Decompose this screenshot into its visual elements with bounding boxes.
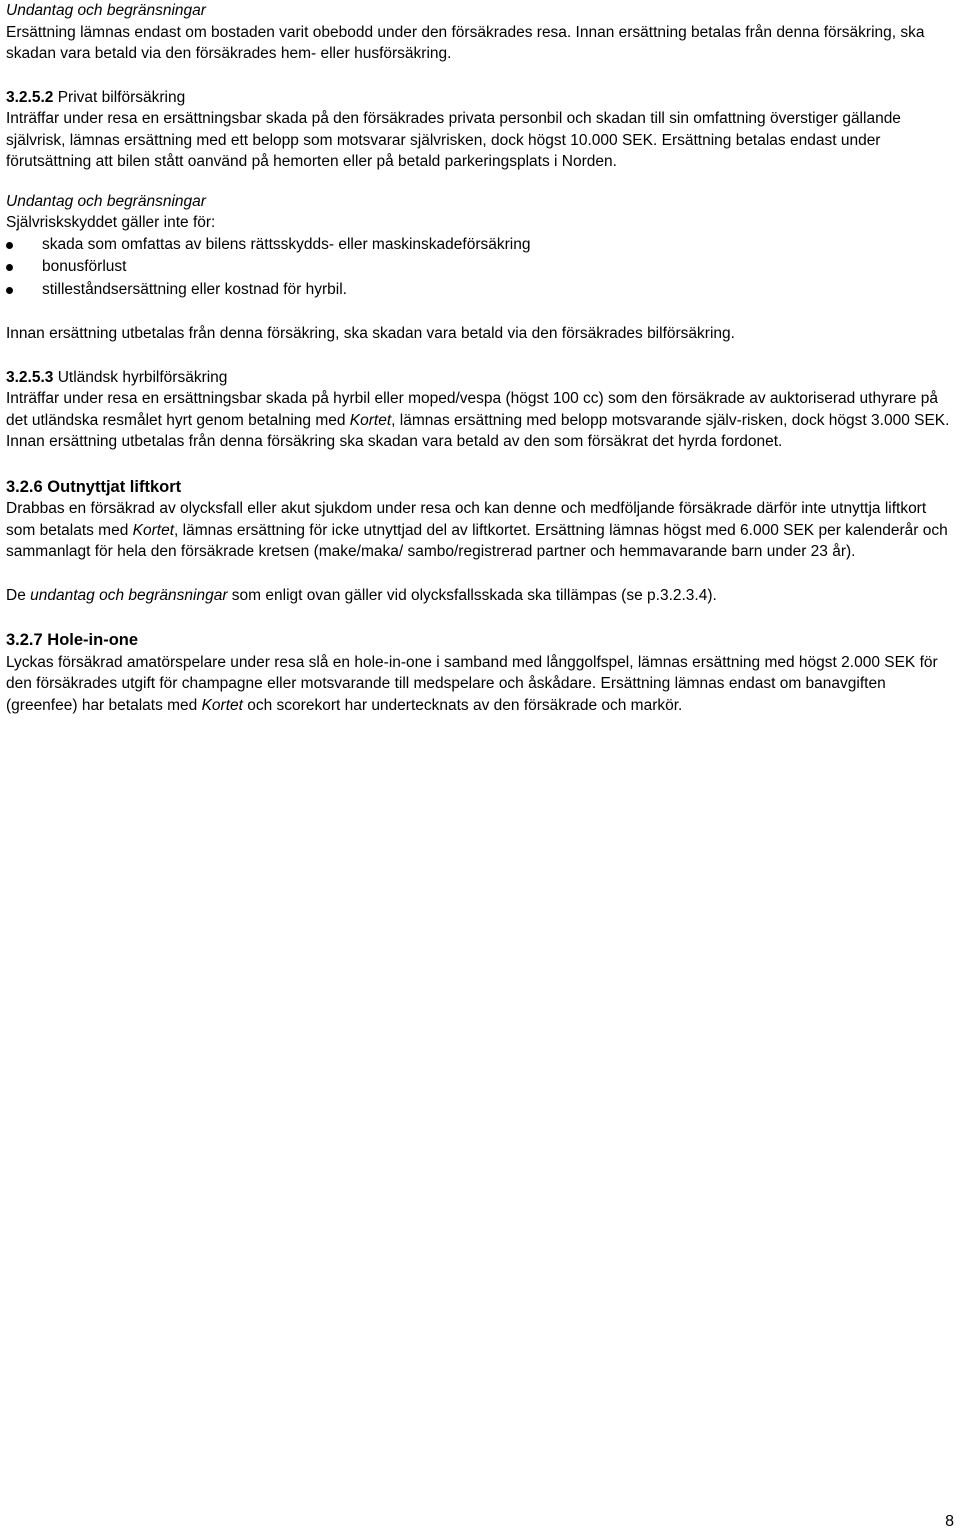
section-326-note: De undantag och begränsningar som enligt ovan gäller vid olycksfallsskada ska tillämpas (se p.3.2.3.4). <box>6 586 717 604</box>
exceptions-list <box>6 234 954 302</box>
section-3252-text: Inträffar under resa en ersättningsbar skada på den försäkrades privata personbil och skadan till sin omfattning överstiger gällande självrisk, lämnas ersättning med ett belopp som motsvarar självrisken, dock högst 10.000 SEK. Ersättning betalas endast under förutsättning att bilen stått oanvänd på hemorten eller på betald parkeringsplats i Norden. <box>6 110 901 170</box>
section-3252-title: Privat bilförsäkring <box>57 88 186 106</box>
section-327-text: Lyckas försäkrad amatörspelare under resa slå en hole-in-one i samband med långgolfspel, lämnas ersättning med högst 2.000 SEK för den försäkrades utgift för champagne eller motsvarande till medspelare och åskådare. Ersättning lämnas endast om banavgiften (greenfee) har betalats med Kortet och scorekort har undertecknats av den försäkrade och markör. <box>6 653 938 714</box>
section-326-number: 3.2.6 <box>6 477 43 496</box>
section-327-number: 3.2.7 <box>6 631 43 649</box>
section-3252-exceptions-intro: Självriskskyddet gäller inte för: <box>6 214 216 231</box>
bullet-icon <box>6 242 13 249</box>
section-3253-title: Utländsk hyrbilförsäkring <box>57 368 228 386</box>
section-326-text: Drabbas en försäkrad av olycksfall eller akut sjukdom under resa och kan denne och medföljande försäkrade därför inte utnyttja liftkort som betalats med Kortet, lämnas ersättning för icke utnyttjad del av liftkortet. Ersättning lämnas högst med 6.000 SEK per kalenderår och sammanlagt för hela den försäkrade kretsen (make/maka/ sambo/registrerad partner och hemmavarande barn under 23 år). <box>6 500 948 560</box>
section-326-heading <box>6 477 954 499</box>
bullet-icon <box>6 264 13 271</box>
bullet-icon <box>6 287 13 294</box>
section-326-title: Outnyttjat liftkort <box>47 477 182 496</box>
section-3253-number: 3.2.5.3 <box>6 368 54 386</box>
list-item: bonusförlust <box>6 256 954 279</box>
document-body <box>6 0 954 716</box>
intro-text: Ersättning lämnas endast om bostaden varit obebodd under den försäkrades resa. Innan ersättning betalas från denna försäkring, ska skadan vara betald via den försäkrades hem- eller husförsäkring. <box>6 23 925 62</box>
section-3252-heading <box>6 87 954 109</box>
list-item: skada som omfattas av bilens rättsskydds- eller maskinskadeförsäkring <box>6 234 954 257</box>
section-3253-text: Inträffar under resa en ersättningsbar skada på hyrbil eller moped/vespa (högst 100 cc) som den försäkrade av auktoriserad uthyrare på det utländska resmålet hyrt genom betalning med Kortet, lämnas ersättning med belopp motsvarande själv-risken, dock högst 3.000 SEK. Innan ersättning utbetalas från denna försäkring ska skadan vara betald av den som försäkrat det hyrda fordonet. <box>6 390 950 450</box>
section-3252-after: Innan ersättning utbetalas från denna försäkring, ska skadan vara betald via den försäkrades bilförsäkring. <box>6 325 735 342</box>
list-item: stilleståndsersättning eller kostnad för hyrbil. <box>6 279 954 302</box>
section-327-heading <box>6 630 954 652</box>
intro-heading: Undantag och begränsningar <box>6 2 206 19</box>
section-3253-heading <box>6 367 954 389</box>
page-number: 8 <box>945 1513 954 1530</box>
section-3252-number: 3.2.5.2 <box>6 88 54 106</box>
section-3252-exceptions-heading: Undantag och begränsningar <box>6 192 206 210</box>
section-327-title: Hole-in-one <box>47 631 139 649</box>
